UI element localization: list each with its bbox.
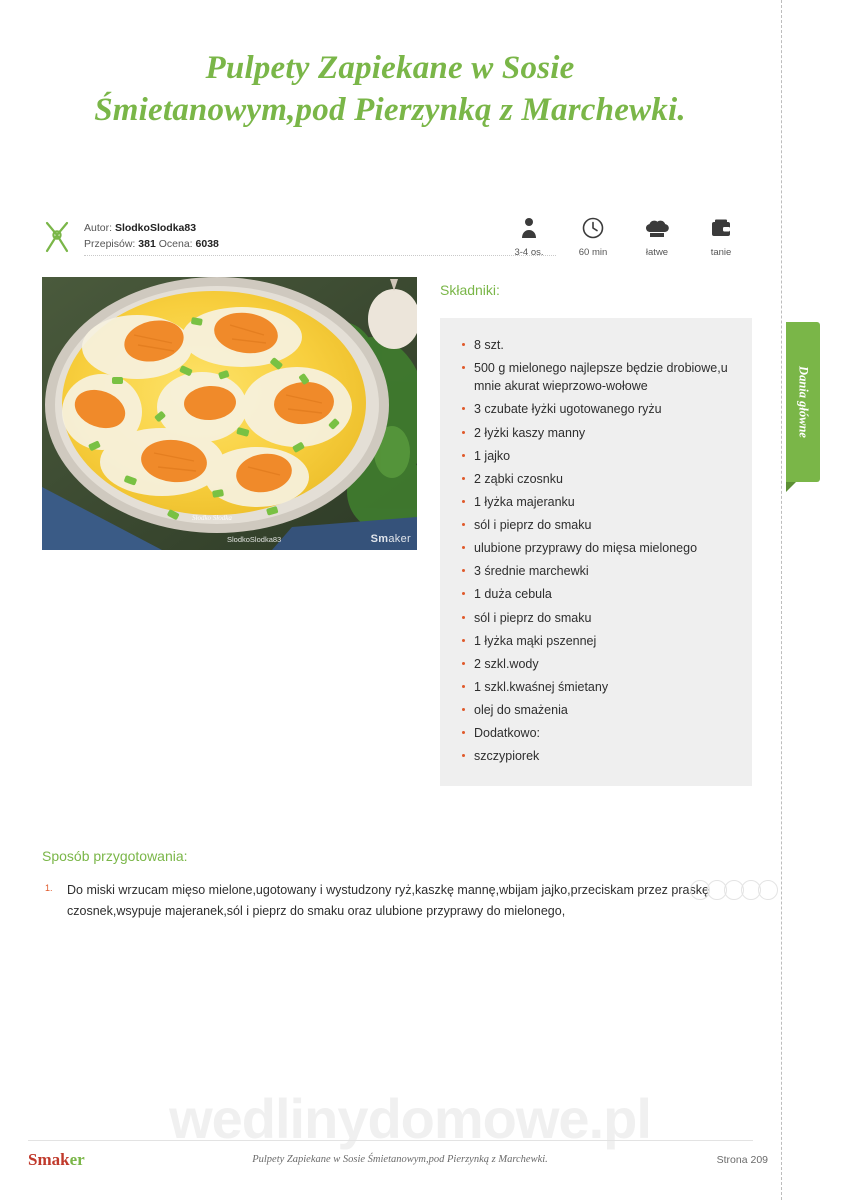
list-item: 2 łyżki kaszy manny <box>462 424 732 442</box>
preparation-list <box>42 880 754 921</box>
author-info <box>84 220 219 253</box>
list-item: 2 szkl.wody <box>462 655 732 673</box>
list-item: Dodatkowo: <box>462 724 732 742</box>
list-item: 1 łyżka majeranku <box>462 493 732 511</box>
ingredients-list <box>462 336 732 765</box>
rating-label: Ocena: <box>158 238 193 251</box>
list-item: 3 średnie marchewki <box>462 562 732 580</box>
footer-logo-main: Smak <box>28 1150 70 1169</box>
page-title: Pulpety Zapiekane w Sosie Śmietanowym,pod Pierzynką z Marchewki. <box>94 50 686 128</box>
photo-credit-secondary: SlodkoSlodka83 <box>227 535 282 544</box>
recipes-label: Przepisów: <box>84 238 136 251</box>
meta-time <box>572 215 614 258</box>
step-number: 1. <box>45 883 53 893</box>
footer-logo <box>28 1150 85 1170</box>
list-item: 1 jajko <box>462 447 732 465</box>
list-item: 1 łyżka mąki pszennej <box>462 632 732 650</box>
meta-label: łatwe <box>645 247 669 258</box>
footer-recipe-title: Pulpety Zapiekane w Sosie Śmietanowym,pod Pierzynką z Marchewki. <box>252 1154 548 1165</box>
author-name: SlodkoSlodka83 <box>114 222 197 234</box>
list-item: 2 ząbki czosnku <box>462 470 732 488</box>
list-item: ulubione przyprawy do mięsa mielonego <box>462 539 732 557</box>
photo-watermark <box>371 533 411 545</box>
list-item: sól i pieprz do smaku <box>462 609 732 627</box>
photo-watermark-bold: Sm <box>370 533 389 545</box>
list-item: olej do smażenia <box>462 701 732 719</box>
category-side-tab[interactable] <box>786 322 820 482</box>
page-cut-line <box>781 0 782 1200</box>
list-item: 8 szt. <box>462 336 732 354</box>
recipes-count: 381 <box>138 238 156 251</box>
preparation-step <box>42 880 754 921</box>
chef-hat-icon <box>636 215 678 239</box>
meta-group <box>508 215 742 258</box>
divider <box>84 255 556 256</box>
footer-page-number: Strona 209 <box>716 1154 768 1166</box>
wallet-icon <box>700 215 742 239</box>
recipe-photo <box>42 277 417 550</box>
list-item: 3 czubate łyżki ugotowanego ryżu <box>462 400 732 418</box>
meta-label: 60 min <box>578 247 608 258</box>
meta-servings <box>508 215 550 258</box>
decorative-circles <box>690 880 780 902</box>
list-item: sól i pieprz do smaku <box>462 516 732 534</box>
clock-icon <box>572 215 614 239</box>
rating-value: 6038 <box>195 238 219 251</box>
category-side-tab-label: Dania główne <box>796 366 811 438</box>
page-watermark: wedlinydomowe.pl <box>169 1087 651 1150</box>
meta-difficulty <box>636 215 678 258</box>
photo-watermark-rest: aker <box>388 533 411 545</box>
author-label: Autor: <box>84 222 113 234</box>
preparation-heading: Sposób przygotowania: <box>42 848 188 864</box>
author-bar <box>42 215 742 263</box>
meta-cost <box>700 215 742 258</box>
footer-logo-accent: er <box>69 1150 85 1169</box>
meta-label: tanie <box>710 247 732 258</box>
ingredients-heading: Składniki: <box>440 282 500 298</box>
footer-divider <box>28 1140 753 1141</box>
list-item: 1 duża cebula <box>462 585 732 603</box>
list-item: szczypiorek <box>462 747 732 765</box>
ingredients-box <box>440 318 752 786</box>
step-text: Do miski wrzucam mięso mielone,ugotowany i wystudzony ryż,kaszkę mannę,wbijam jajko,przeciskam przez praskę czosnek,wsypuje majeranek,sól i pieprz do smaku oraz ulubione przyprawy do mielonego, <box>67 883 709 918</box>
photo-credit: Słodko Słodka <box>192 514 232 522</box>
list-item: 1 szkl.kwaśnej śmietany <box>462 678 732 696</box>
person-icon <box>508 215 550 239</box>
meta-label: 3-4 os. <box>514 247 544 258</box>
list-item: 500 g mielonego najlepsze będzie drobiowe,u mnie akurat wieprzowo-wołowe <box>462 359 732 395</box>
recipe-photo-illustration <box>42 277 417 550</box>
author-avatar-icon <box>42 219 76 257</box>
